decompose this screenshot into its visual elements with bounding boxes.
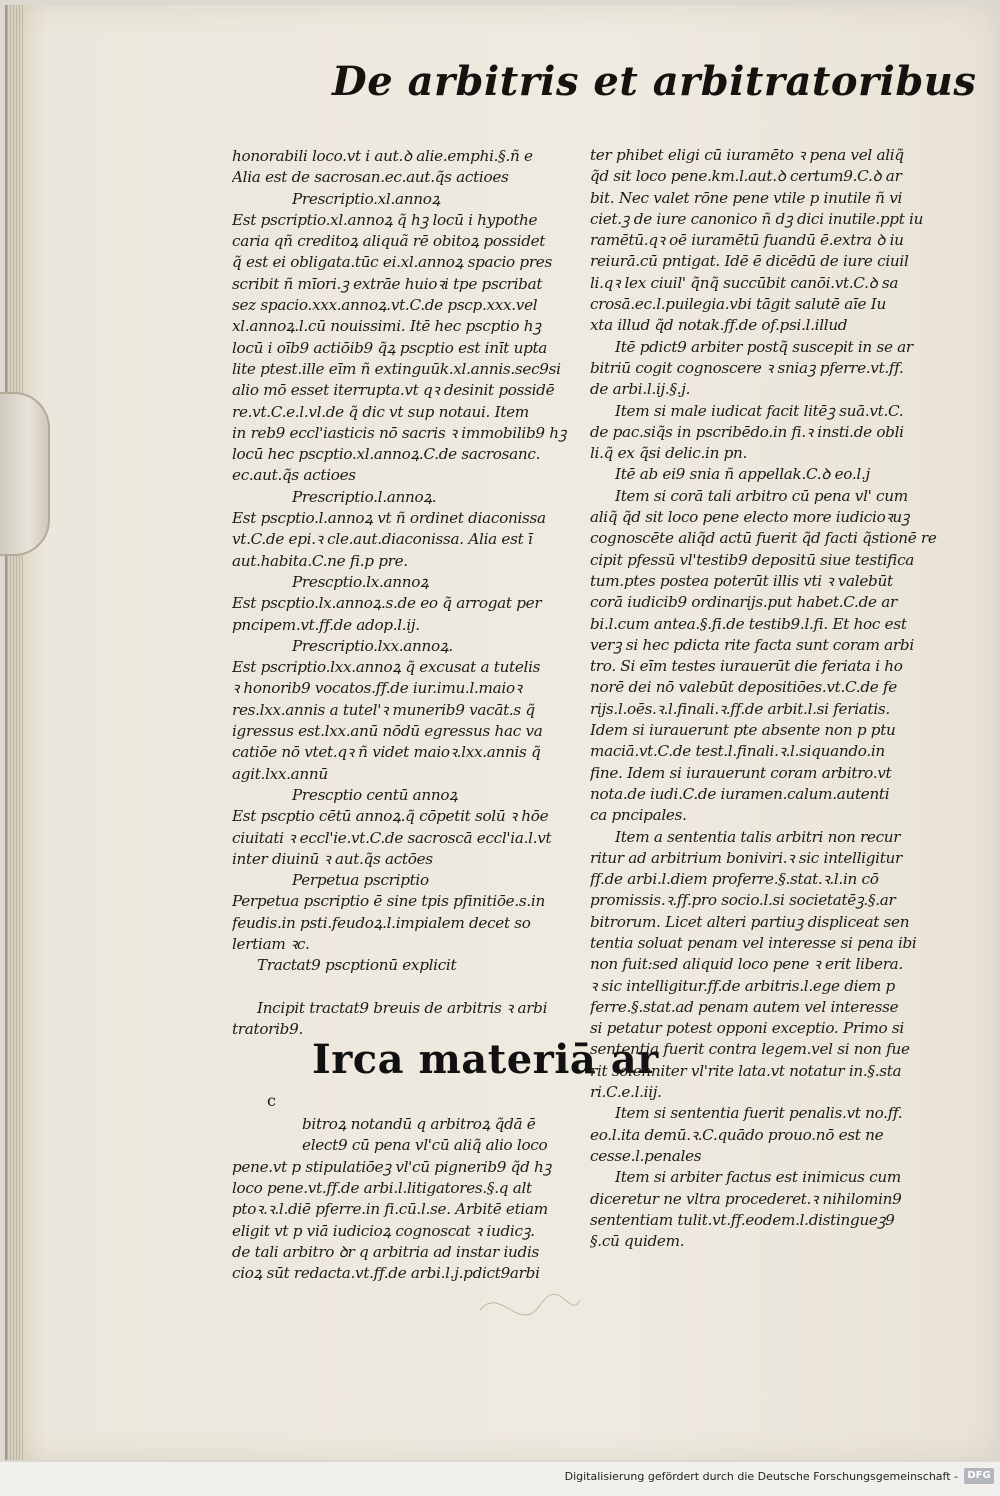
- text-line: Est pscriptio.xl.annoꝝ q̃ hꝫ locū i hypothe: [232, 210, 538, 229]
- section-heading: Prescriptio.l.annoꝝ.: [292, 487, 437, 506]
- text-line: rijs.l.oēs.ꝛ.l.finali.ꝛ.ff.de arbit.l.si feriatis.: [590, 699, 890, 718]
- text-line: Item si sententia fuerit penalis.vt no.ff.: [615, 1104, 903, 1123]
- text-line: Est pscptio.l.annoꝝ vt ñ ordinet diaconissa: [232, 509, 546, 528]
- text-line: rit solenniter vl'rite lata.vt notatur in.§.sta: [590, 1061, 902, 1080]
- text-line: ri.C.e.l.iij.: [590, 1083, 662, 1102]
- text-line: si petatur potest opponi exceptio. Primo si: [590, 1019, 904, 1038]
- text-line: bitriū cogit cognoscere ꝛ sniaꝫ pferre.vt.ff.: [590, 358, 904, 377]
- text-line: catiōe nō vtet.qꝛ ñ videt maioꝛ.lxx.annis q̃: [232, 743, 541, 762]
- text-line: alio mō esset iterrupta.vt qꝛ desinit possidē: [232, 381, 555, 400]
- text-line: li.q̃ ex q̃si delic.in pn.: [590, 444, 748, 463]
- running-head: De arbitris et arbitratoribus: [332, 58, 977, 105]
- text-line: ec.aut.q̃s actioes: [232, 466, 356, 485]
- text-line: Est pscptio cētū annoꝝ.q̃ cōpetit solū ꝛ hōe: [232, 807, 549, 826]
- right-column-lines: [590, 145, 940, 1252]
- after-initial-line-1: bitroꝝ notandū q arbitroꝝ q̃dā ē: [302, 1115, 536, 1134]
- section-heading: Perpetua pscriptio: [292, 871, 429, 890]
- text-line: ramētū.qꝛ oē iuramētū fuandū ē.extra ꝺ iu: [590, 231, 904, 250]
- text-line: ritur ad arbitrium boniviri.ꝛ sic intelligitur: [590, 848, 902, 867]
- text-line: eligit vt p viā iudicioꝝ cognoscat ꝛ iudicꝫ.: [232, 1221, 535, 1240]
- text-line: ff.de arbi.l.diem proferre.§.stat.ꝛ.l.in cō: [590, 870, 879, 889]
- text-line: scribit ñ mīori.ꝫ extrāe huioꝛi tpe pscribat: [232, 274, 543, 293]
- text-line: bi.l.cum antea.§.fi.de testib9.l.fi. Et hoc est: [590, 614, 907, 633]
- text-line: Item si arbiter factus est inimicus cum: [615, 1168, 901, 1187]
- text-line: Item si male iudicat facit litēꝫ suā.vt.C.: [615, 401, 904, 420]
- text-line: res.lxx.annis a tutel'ꝛ munerib9 vacāt.s q̃: [232, 700, 535, 719]
- text-line: ptoꝛ.ꝛ.l.diē pferre.in fi.cū.l.se. Arbitē etiam: [232, 1200, 548, 1219]
- text-line: vt.C.de epi.ꝛ cle.aut.diaconissa. Alia est ī: [232, 530, 533, 549]
- text-line: Tractat9 pscptionū explicit: [257, 956, 457, 975]
- text-line: feudis.in psti.feudoꝝ.l.impialem decet so: [232, 913, 531, 932]
- text-line: Itē ab ei9 snia ñ appellak.C.ꝺ eo.l.j: [615, 465, 870, 484]
- dfg-logo: DFG: [964, 1468, 994, 1484]
- text-line: maciā.vt.C.de test.l.finali.ꝛ.l.siquando.in: [590, 742, 885, 761]
- section-title: Irca materiā ar: [312, 1036, 659, 1084]
- text-line: inter diuinū ꝛ aut.q̃s actōes: [232, 849, 433, 868]
- text-line: de tali arbitro ꝺr q arbitria ad instar iudis: [232, 1242, 539, 1261]
- incipit-line-2: tratorib9.: [232, 1019, 303, 1038]
- text-line: eo.l.ita demū.ꝛ.C.quādo prouo.nō est ne: [590, 1125, 884, 1144]
- text-line: cognoscēte aliq̃d actū fuerit q̃d facti q̃stionē re: [590, 529, 937, 548]
- text-line: q̃ est ei obligata.tūc ei.xl.annoꝝ spacio pres: [232, 253, 552, 272]
- text-line: crosā.ec.l.puilegia.vbi tāgit salutē aīe Iu: [590, 295, 886, 314]
- text-line: aliq̃ q̃d sit loco pene electo more iudicioꝛuꝫ: [590, 508, 910, 527]
- text-line: bitrorum. Licet alteri partiuꝫ displiceat sen: [590, 912, 910, 931]
- text-line: xl.annoꝝ.l.cū nouissimi. Itē hec pscptio hꝫ: [232, 317, 541, 336]
- initial-letter-guide: c: [267, 1091, 276, 1111]
- text-line: sententiam tulit.vt.ff.eodem.l.distingueꝫ9: [590, 1210, 895, 1229]
- text-line: igressus est.lxx.anū nōdū egressus hac va: [232, 722, 543, 741]
- text-line: loco pene.vt.ff.de arbi.l.litigatores.§.q alt: [232, 1179, 532, 1198]
- text-line: in reb9 eccl'iasticis nō sacris ꝛ immobilib9 hꝫ: [232, 423, 567, 442]
- page-edge: [7, 5, 23, 1460]
- incipit-line-1: Incipit tractat9 breuis de arbitris ꝛ arbi: [257, 998, 548, 1017]
- text-line: ca pncipales.: [590, 806, 687, 825]
- text-line: li.qꝛ lex ciuil' q̃nq̃ succūbit canōi.vt.C.ꝺ sa: [590, 273, 899, 292]
- text-line: honorabili loco.vt i aut.ꝺ alie.emphi.§.ñ e: [232, 147, 533, 165]
- text-line: sententia fuerit contra legem.vel si non fue: [590, 1040, 910, 1059]
- text-line: promissis.ꝛ.ff.pro socio.l.si societatēꝫ.§.ar: [590, 891, 896, 910]
- text-line: ciet.ꝫ de iure canonico ñ dꝫ dici inutile.ppt iu: [590, 209, 924, 228]
- spacer: [232, 977, 580, 998]
- text-line: Perpetua pscriptio ē sine tpis pfinitiōe.s.in: [232, 892, 545, 911]
- text-line: tentia soluat penam vel interesse si pena ibi: [590, 933, 917, 952]
- text-line: norē dei nō valebūt depositiōes.vt.C.de fe: [590, 678, 897, 697]
- text-line: cipit pfessū vl'testib9 depositū siue testifica: [590, 550, 915, 569]
- text-line: xta illud q̃d notak.ff.de of.psi.l.illud: [590, 316, 848, 335]
- text-line: Idem si iurauerunt pte absente non p ptu: [590, 721, 896, 740]
- text-line: bit. Nec valet rōne pene vtile p inutile ñ vi: [590, 188, 903, 207]
- text-line: aut.habita.C.ne fi.p pre.: [232, 551, 408, 570]
- after-initial-line-2: elect9 cū pena vl'cū aliq̃ alio loco: [302, 1136, 548, 1155]
- footer-credit: Digitalisierung gefördert durch die Deutsche Forschungsgemeinschaft -: [564, 1470, 958, 1483]
- text-line: cioꝝ sūt redacta.vt.ff.de arbi.l.j.pdict9arbi: [232, 1264, 540, 1283]
- text-line: ꝛ sic intelligitur.ff.de arbitris.l.ege diem p: [590, 976, 895, 995]
- text-line: tro. Si eīm testes iurauerūt die feriata i ho: [590, 657, 903, 676]
- text-line: Itē pdict9 arbiter postq̃ suscepit in se ar: [615, 337, 913, 356]
- text-line: Alia est de sacrosan.ec.aut.q̃s actioes: [232, 168, 509, 187]
- text-line: q̃d sit loco pene.km.l.aut.ꝺ certum9.C.ꝺ ar: [590, 167, 902, 186]
- section-heading: Prescptio.lx.annoꝝ: [292, 572, 429, 591]
- text-line: tum.ptes postea poterūt illis vti ꝛ valebūt: [590, 571, 893, 590]
- text-line: pncipem.vt.ff.de adop.l.ij.: [232, 615, 420, 634]
- text-line: locū hec pscptio.xl.annoꝝ.C.de sacrosanc.: [232, 445, 541, 464]
- text-line: ꝛ honorib9 vocatos.ff.de iur.imu.l.maioꝛ: [232, 679, 522, 698]
- section-heading: Prescriptio.xl.annoꝝ: [292, 189, 441, 208]
- pencil-mark: [470, 1280, 590, 1340]
- text-line: Est pscriptio.lxx.annoꝝ q̃ excusat a tutelis: [232, 658, 541, 677]
- text-line: verꝫ si hec pdicta rite facta sunt coram arbi: [590, 635, 914, 654]
- text-line: locū i oīb9 actiōib9 q̃ꝝ pscptio est inīt upta: [232, 338, 548, 357]
- text-line: Item si corā tali arbitro cū pena vl' cum: [615, 486, 908, 505]
- text-line: ciuitati ꝛ eccl'ie.vt.C.de sacroscā eccl'ia.l.vt: [232, 828, 552, 847]
- text-line: sez spacio.xxx.annoꝝ.vt.C.de pscp.xxx.vel: [232, 296, 538, 315]
- text-line: diceretur ne vltra procederet.ꝛ nihilomin9: [590, 1189, 902, 1208]
- text-line: caria qñ creditoꝝ aliquã rē obitoꝝ possidet: [232, 232, 546, 251]
- text-line: ter phibet eligi cū iuramēto ꝛ pena vel aliq̃: [590, 146, 904, 164]
- left-continuation: [232, 1157, 580, 1285]
- text-line: reiurā.cū pntigat. Idē ē dicēdū de iure ciuil: [590, 252, 909, 271]
- text-line: lite ptest.ille eīm ñ extinguūk.xl.annis.sec9si: [232, 359, 561, 378]
- text-line: nota.de iudi.C.de iuramen.calum.autenti: [590, 784, 890, 803]
- text-line: agit.lxx.annū: [232, 764, 328, 783]
- text-line: pene.vt p stipulatiōeꝫ vl'cū pignerib9 q̃d hꝫ: [232, 1157, 551, 1176]
- text-line: fine. Idem si iurauerunt coram arbitro.vt: [590, 763, 892, 782]
- text-line: re.vt.C.e.l.vl.de q̃ dic vt sup notaui. Item: [232, 402, 529, 421]
- section-heading: Prescptio centū annoꝝ: [292, 785, 458, 804]
- right-column: [590, 145, 940, 1252]
- text-line: Item a sententia talis arbitri non recur: [615, 827, 901, 846]
- text-line: lertiam ꝛc.: [232, 934, 310, 953]
- text-line: de arbi.l.ij.§.j.: [590, 380, 691, 399]
- text-line: ferre.§.stat.ad penam autem vel interesse: [590, 997, 899, 1016]
- section-heading: Prescriptio.lxx.annoꝝ.: [292, 636, 453, 655]
- left-column-lines: [232, 146, 580, 977]
- book-clasp: [0, 392, 50, 556]
- text-line: de pac.siq̃s in pscribēdo.in fi.ꝛ insti.de obli: [590, 422, 904, 441]
- text-line: cesse.l.penales: [590, 1146, 702, 1165]
- text-line: §.cū quidem.: [590, 1232, 685, 1251]
- text-line: Est pscptio.lx.annoꝝ.s.de eo q̃ arrogat per: [232, 594, 542, 613]
- text-line: non fuit:sed aliquid loco pene ꝛ erit libera.: [590, 955, 903, 974]
- text-line: corā iudicib9 ordinarijs.put habet.C.de ar: [590, 593, 897, 612]
